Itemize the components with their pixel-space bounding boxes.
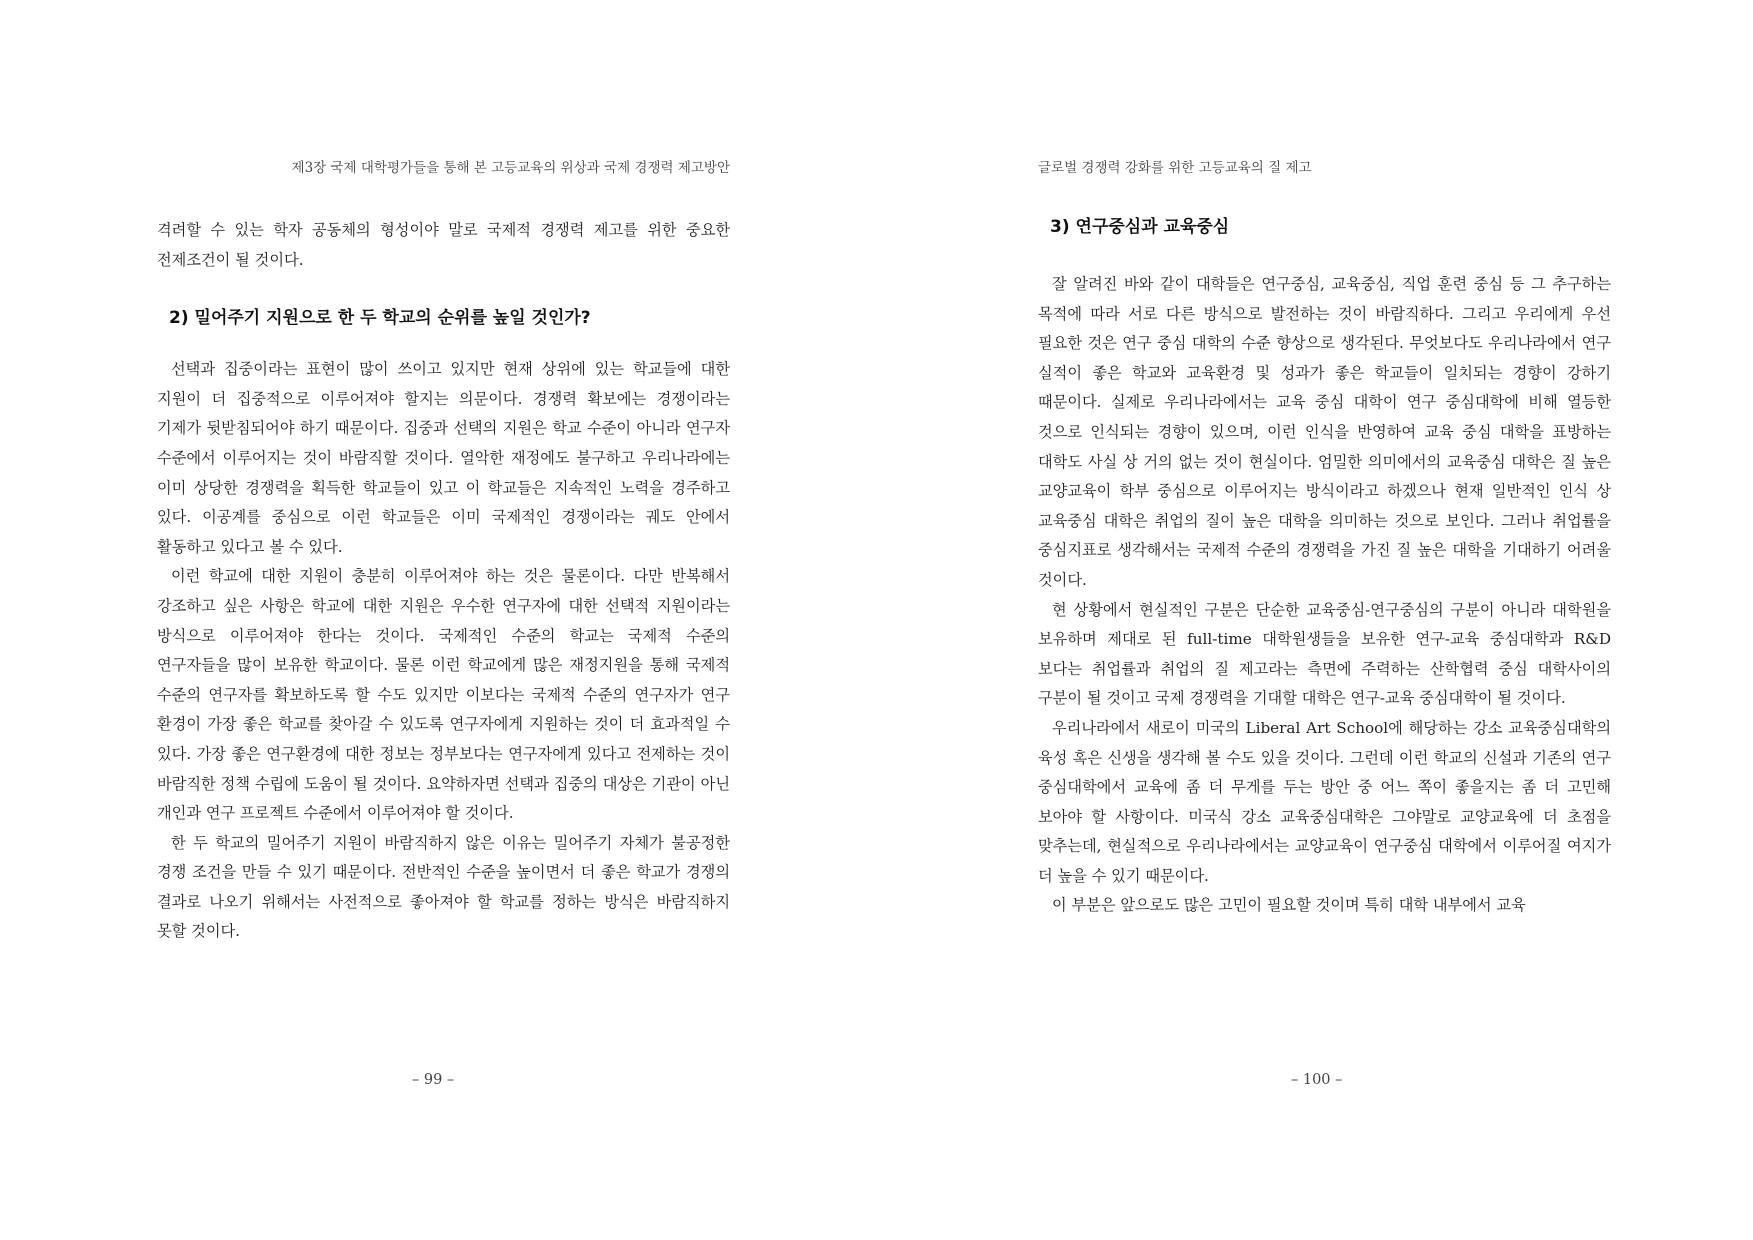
section-heading: 2) 밀어주기 지원으로 한 두 학교의 순위를 높일 것인가? — [169, 308, 591, 329]
left-page — [157, 0, 730, 1240]
page-number: – 99 – — [412, 1072, 455, 1088]
left-page-content — [157, 216, 730, 947]
body-paragraph: 이 부분은 앞으로도 많은 고민이 필요할 것이며 특히 대학 내부에서 교육 — [1052, 896, 1526, 915]
body-paragraph: 현 상황에서 현실적인 구분은 단순한 교육중심-연구중심의 구분이 아니라 대학원을 보유하며 제대로 된 full-time 대학원생들을 보유한 연구-교육 중심대학과 R&D 보다는 취업률과 취업의 질 제고라는 측면에 주력하는 산학협력 중심 대학사이의 구분이 될 것이고 국제 경쟁력을 기대할 대학은 연구-교육 중심대학이 될 것이다. — [1038, 600, 1611, 708]
body-paragraph: 잘 알려진 바와 같이 대학들은 연구중심, 교육중심, 직업 훈련 중심 등 그 추구하는 목적에 따라 서로 다른 방식으로 발전하는 것이 바람직하다. 그리고 우리에게 우선 필요한 것은 연구 중심 대학의 수준 향상으로 생각된다. 무엇보다도 우리나라에서 연구 실적이 좋은 학교와 교육환경 및 성과가 좋은 학교들이 일치되는 경향이 강하기 때문이다. 실제로 우리나라에서는 교육 중심 대학이 연구 중심대학에 비해 열등한 것으로 인식되는 경향이 있으며, 이런 인식을 반영하여 교육 중심 대학을 표방하는 대학도 사실 상 거의 없는 것이 현실이다. 엄밀한 의미에서의 교육중심 대학은 질 높은 교양교육이 학부 중심으로 이루어지는 방식이라고 하겠으나 현재 일반적인 인식 상 교육중심 대학은 취업의 질이 높은 대학을 의미하는 것으로 보인다. 그러나 취업률을 중심지표로 생각해서는 국제적 수준의 경쟁력을 가진 질 높은 대학을 기대하기 어려울 것이다. — [1038, 275, 1611, 589]
opening-paragraph: 격려할 수 있는 학자 공동체의 형성이야 말로 국제적 경쟁력 제고를 위한 중요한 전제조건이 될 것이다. — [157, 221, 730, 269]
body-paragraph: 한 두 학교의 밀어주기 지원이 바람직하지 않은 이유는 밀어주기 자체가 불공정한 경쟁 조건을 만들 수 있기 때문이다. 전반적인 수준을 높이면서 더 좋은 학교가 경쟁의 결과로 나오기 위해서는 사전적으로 좋아져야 할 학교를 정하는 방식은 바람직하지 못할 것이다. — [157, 833, 730, 941]
body-paragraph: 이런 학교에 대한 지원이 충분히 이루어져야 하는 것은 물론이다. 다만 반복해서 강조하고 싶은 사항은 학교에 대한 지원은 우수한 연구자에 대한 선택적 지원이라는 방식으로 이루어져야 한다는 것이다. 국제적인 수준의 학교는 국제적 수준의 연구자들을 많이 보유한 학교이다. 물론 이런 학교에게 많은 재정지원을 통해 국제적 수준의 연구자를 확보하도록 할 수도 있지만 이보다는 국제적 수준의 연구자가 연구 환경이 가장 좋은 학교를 찾아갈 수 있도록 연구자에게 지원하는 것이 더 효과적일 수 있다. 가장 좋은 연구환경에 대한 정보는 정부보다는 연구자에게 있다고 전제하는 것이 바람직한 정책 수립에 도움이 될 것이다. 요약하자면 선택과 집중의 대상은 기관이 아닌 개인과 연구 프로젝트 수준에서 이루어져야 할 것이다. — [157, 567, 730, 823]
body-paragraph: 우리나라에서 새로이 미국의 Liberal Art School에 해당하는 강소 교육중심대학의 육성 혹은 신생을 생각해 볼 수도 있을 것이다. 그런데 이런 학교의 신설과 기존의 연구 중심대학에서 교육에 좀 더 무게를 두는 방안 중 어느 쪽이 좋을지는 좀 더 고민해 보아야 할 사항이다. 미국식 강소 교육중심대학은 그야말로 교양교육에 더 초점을 맞추는데, 현실적으로 우리나라에서는 교양교육이 연구중심 대학에서 이루어질 여지가 더 높을 수 있기 때문이다. — [1038, 718, 1611, 885]
running-header: 글로벌 경쟁력 강화를 위한 고등교육의 질 제고 — [1038, 160, 1312, 176]
right-page — [1038, 0, 1611, 1240]
page-number: – 100 – — [1291, 1072, 1343, 1088]
running-header: 제3장 국제 대학평가들을 통해 본 고등교육의 위상과 국제 경쟁력 제고방안 — [291, 160, 730, 176]
body-paragraph: 선택과 집중이라는 표현이 많이 쓰이고 있지만 현재 상위에 있는 학교들에 대한 지원이 더 집중적으로 이루어져야 할지는 의문이다. 경쟁력 확보에는 경쟁이라는 기제가 뒷받침되어야 하기 때문이다. 집중과 선택의 지원은 학교 수준이 아니라 연구자 수준에서 이루어지는 것이 바람직할 것이다. 열악한 재정에도 불구하고 우리나라에는 이미 상당한 경쟁력을 획득한 학교들이 있고 이 학교들은 지속적인 노력을 경주하고 있다. 이공계를 중심으로 이런 학교들은 이미 국제적인 경쟁이라는 궤도 안에서 활동하고 있다고 볼 수 있다. — [157, 360, 730, 556]
right-page-content — [1038, 216, 1611, 921]
section-heading: 3) 연구중심과 교육중심 — [1050, 217, 1230, 237]
